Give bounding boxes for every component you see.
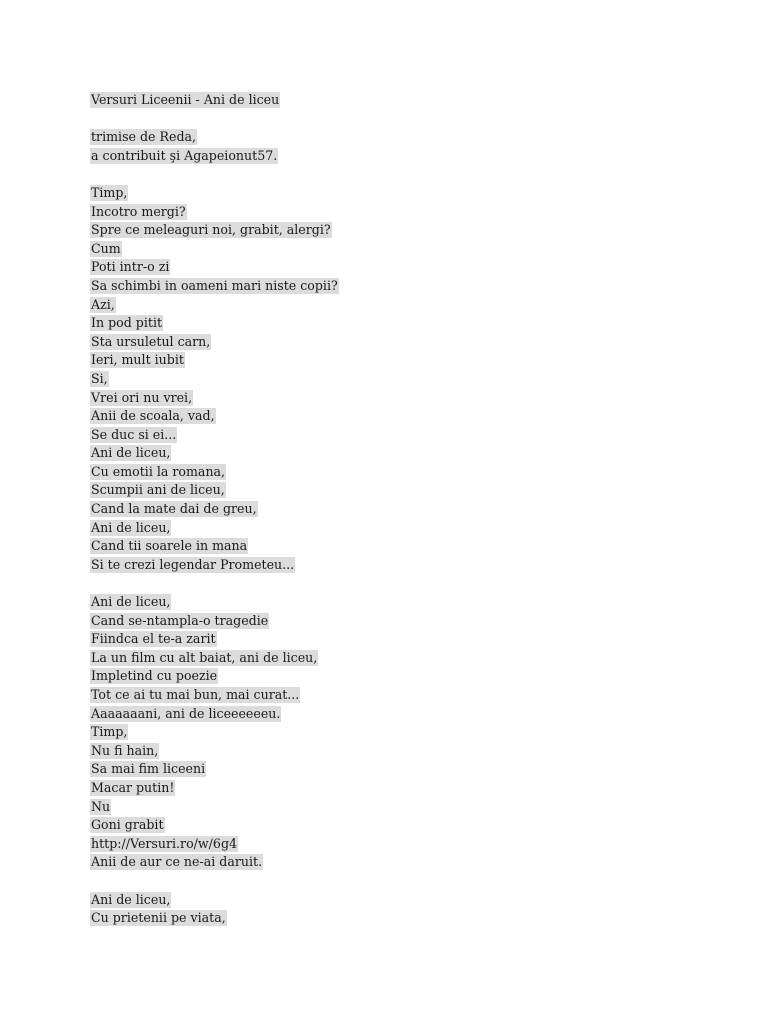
text-line (90, 779, 690, 798)
text-line (90, 742, 690, 761)
line-text: Impletind cu poezie (91, 668, 218, 684)
line-text: Incotro mergi? (91, 203, 186, 219)
text-line (90, 760, 690, 779)
text-line (90, 593, 690, 612)
line-text: Cu emotii la romana, (91, 463, 226, 479)
line-text: Sa mai fim liceeni (91, 761, 206, 777)
line-text: Se duc si ei... (91, 426, 177, 442)
text-line (90, 649, 690, 668)
line-text: Ani de liceu, (91, 445, 171, 461)
line-text: Cand tii soarele in mana (91, 538, 248, 554)
document-page (90, 91, 690, 928)
line-text: Cand se-ntampla-o tragedie (91, 612, 269, 628)
line-text: Aaaaaaani, ani de liceeeeeeu. (91, 705, 281, 721)
line-text: Timp, (91, 184, 128, 200)
text-line (90, 537, 690, 556)
text-line (90, 798, 690, 817)
line-text: Macar putin! (91, 779, 175, 795)
text-line (90, 556, 690, 575)
blank-line (90, 110, 690, 129)
text-line (90, 203, 690, 222)
line-text (90, 111, 92, 127)
text-line (90, 463, 690, 482)
line-text: Sa schimbi in oameni mari niste copii? (91, 277, 338, 293)
line-text: trimise de Reda, (91, 129, 197, 145)
line-text: Ani de liceu, (91, 594, 171, 610)
line-text: Nu fi hain, (91, 742, 159, 758)
line-text: La un film cu alt baiat, ani de liceu, (91, 649, 318, 665)
text-line (90, 389, 690, 408)
line-text (90, 166, 92, 182)
line-text: Vrei ori nu vrei, (91, 389, 193, 405)
line-text: Sta ursuletul carn, (91, 333, 211, 349)
blank-line (90, 872, 690, 891)
text-line (90, 630, 690, 649)
text-line (90, 816, 690, 835)
line-text: Cum (91, 240, 121, 256)
line-text: Goni grabit (91, 817, 164, 833)
blank-line (90, 165, 690, 184)
text-line (90, 426, 690, 445)
line-text: Nu (91, 798, 111, 814)
text-line (90, 891, 690, 910)
line-text: Anii de aur ce ne-ai daruit. (91, 854, 263, 870)
line-text: Si te crezi legendar Prometeu... (91, 556, 295, 572)
line-text (90, 873, 92, 889)
line-text: Ani de liceu, (91, 519, 171, 535)
text-line (90, 240, 690, 259)
blank-line (90, 574, 690, 593)
line-text: Cu prietenii pe viata, (91, 910, 226, 926)
text-line (90, 519, 690, 538)
line-text: a contribuit şi Agapeionut57. (91, 147, 278, 163)
line-text: Timp, (91, 724, 128, 740)
text-line (90, 612, 690, 631)
line-text (90, 575, 92, 591)
text-line (90, 686, 690, 705)
text-line (90, 370, 690, 389)
line-text: Ieri, mult iubit (91, 352, 184, 368)
text-line (90, 723, 690, 742)
line-text: Tot ce ai tu mai bun, mai curat... (91, 687, 300, 702)
line-text: Fiindca el te-a zarit (91, 631, 216, 647)
line-text: Versuri Liceenii - Ani de liceu (91, 92, 280, 107)
text-line (90, 705, 690, 724)
text-line (90, 500, 690, 519)
text-line (90, 444, 690, 463)
line-text: In pod pitit (91, 315, 163, 331)
line-text: Scumpii ani de liceu, (91, 482, 225, 498)
text-line (90, 277, 690, 296)
line-text: Ani de liceu, (91, 891, 171, 907)
line-text: Azi, (91, 296, 115, 312)
text-line (90, 667, 690, 686)
text-line (90, 128, 690, 147)
text-line (90, 314, 690, 333)
text-line (90, 351, 690, 370)
text-line (90, 147, 690, 166)
text-line (90, 481, 690, 500)
text-line (90, 909, 690, 928)
line-text: http://Versuri.ro/w/6g4 (91, 835, 238, 851)
line-text: Cand la mate dai de greu, (91, 501, 257, 517)
text-line (90, 296, 690, 315)
text-line (90, 184, 690, 203)
line-text: Spre ce meleaguri noi, grabit, alergi? (91, 222, 331, 238)
text-line (90, 407, 690, 426)
text-line (90, 333, 690, 352)
line-text: Poti intr-o zi (91, 259, 170, 275)
text-line (90, 221, 690, 240)
line-text: Si, (91, 370, 108, 386)
text-line (90, 258, 690, 277)
text-line (90, 835, 690, 854)
text-line (90, 853, 690, 872)
text-line (90, 91, 690, 110)
line-text: Anii de scoala, vad, (91, 408, 215, 424)
